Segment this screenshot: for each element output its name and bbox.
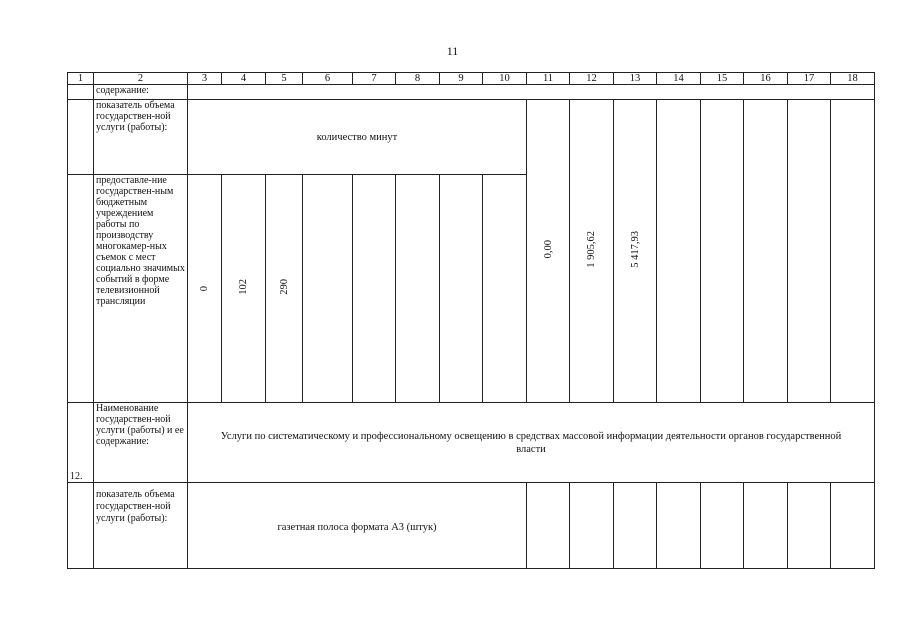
header-cell: 7 [353, 73, 396, 85]
header-cell: 3 [188, 73, 222, 85]
services-table [67, 72, 875, 569]
page-number: 11 [446, 44, 459, 58]
table-cell [68, 85, 94, 100]
table-cell [744, 100, 788, 403]
value-col3 [188, 175, 222, 403]
header-cell: 12 [570, 73, 614, 85]
row-number: 12. [68, 403, 94, 483]
table-row [68, 483, 875, 569]
service-name-label: Наименование государствен-ной услуги (работы) и ее содержание: [94, 403, 188, 483]
header-cell: 16 [744, 73, 788, 85]
header-row [68, 73, 875, 85]
table-cell [788, 483, 831, 569]
table-cell [831, 100, 875, 403]
service-name: Услуги по систематическому и профессиональному освещению в средствах массовой информации деятельности органов государственной власти [188, 403, 875, 483]
header-cell: 18 [831, 73, 875, 85]
table-row [68, 403, 875, 483]
table-row [68, 85, 875, 100]
header-cell: 11 [527, 73, 570, 85]
table-cell [614, 483, 657, 569]
table-cell [570, 483, 614, 569]
header-cell: 2 [94, 73, 188, 85]
value-col11 [527, 100, 570, 403]
table-cell [188, 85, 875, 100]
header-cell: 1 [68, 73, 94, 85]
value-text: 290 [278, 279, 290, 295]
table-cell [657, 483, 701, 569]
unit-minutes: количество минут [188, 100, 527, 175]
volume-indicator-label: показатель объема государствен-ной услуги (работы): [94, 100, 188, 175]
header-cell: 13 [614, 73, 657, 85]
value-text: 5 417,93 [629, 231, 641, 268]
table-cell [68, 483, 94, 569]
header-cell: 17 [788, 73, 831, 85]
table-cell [440, 175, 483, 403]
table-cell [788, 100, 831, 403]
table-cell [744, 483, 788, 569]
table-cell [396, 175, 440, 403]
header-cell: 6 [303, 73, 353, 85]
header-cell: 5 [266, 73, 303, 85]
unit-newspaper-page: газетная полоса формата А3 (штук) [188, 483, 527, 569]
value-col4 [222, 175, 266, 403]
value-col5 [266, 175, 303, 403]
volume-indicator-label: показатель объема государствен-ной услуги (работы): [94, 483, 188, 569]
header-cell: 10 [483, 73, 527, 85]
header-cell: 15 [701, 73, 744, 85]
table-cell [68, 175, 94, 403]
table-row [68, 100, 875, 175]
content-label: содержание: [94, 85, 188, 100]
table-cell [657, 100, 701, 403]
value-text: 1 905,62 [586, 231, 597, 268]
header-cell: 8 [396, 73, 440, 85]
table-cell [527, 483, 570, 569]
header-cell: 4 [222, 73, 266, 85]
value-col13 [614, 100, 657, 403]
service-description: предоставле-ние государствен-ным бюджетным учреждением работы по производству многокамер-ных съемок с мест социально значимых событий в форме телевизионной трансляции [94, 175, 188, 403]
table-cell [353, 175, 396, 403]
value-col12 [570, 100, 614, 403]
value-text: 102 [238, 279, 249, 295]
table-cell [68, 100, 94, 175]
header-cell: 9 [440, 73, 483, 85]
table-cell [483, 175, 527, 403]
table-cell [701, 100, 744, 403]
value-text: 0,00 [542, 240, 554, 259]
header-cell: 14 [657, 73, 701, 85]
table-cell [303, 175, 353, 403]
table-cell [701, 483, 744, 569]
value-text: 0 [199, 285, 210, 291]
table-cell [831, 483, 875, 569]
